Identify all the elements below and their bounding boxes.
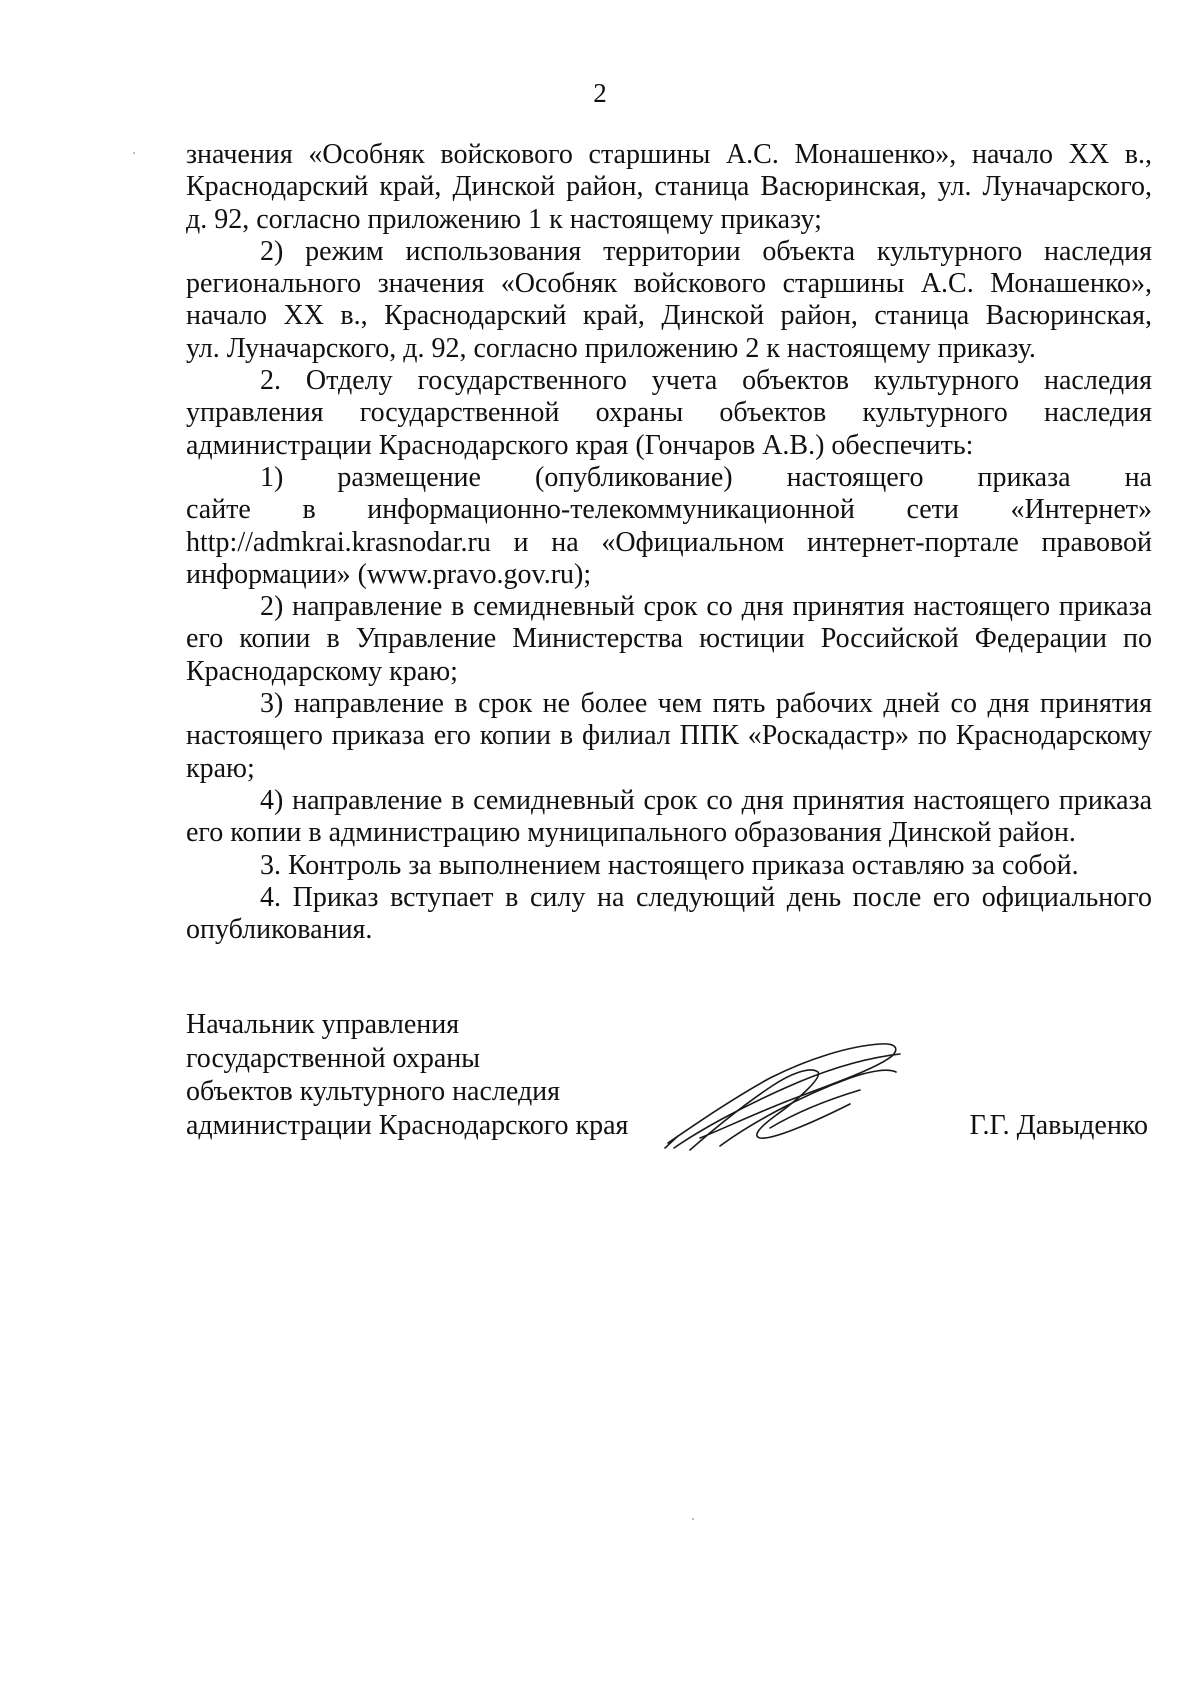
- body-line: его копии в администрацию муниципального образования Динской район.: [186, 817, 1076, 849]
- body-line: Краснодарскому краю;: [186, 655, 458, 687]
- scan-artifact: [692, 1518, 694, 1520]
- signatory-position-line: администрации Краснодарского края: [186, 1109, 629, 1141]
- body-line: 2) режим использования территории объекта культурного наследия: [260, 235, 1152, 267]
- body-line: 1) размещение (опубликование) настоящего приказа на: [260, 461, 1152, 493]
- body-line: администрации Краснодарского края (Гончаров А.В.) обеспечить:: [186, 429, 974, 461]
- body-line: регионального значения «Особняк войскового старшины А.С. Монашенко»,: [186, 268, 1152, 300]
- body-line: его копии в Управление Министерства юстиции Российской Федерации по: [186, 623, 1152, 655]
- body-line: опубликования.: [186, 914, 373, 946]
- signatory-position-line: объектов культурного наследия: [186, 1076, 561, 1107]
- body-line: информации» (www.pravo.gov.ru);: [186, 558, 592, 590]
- document-body: [186, 139, 1152, 946]
- body-line: настоящего приказа его копии в филиал ППК «Роскадастр» по Краснодарскому: [186, 720, 1152, 752]
- body-line: 4. Приказ вступает в силу на следующий день после его официального: [260, 881, 1152, 913]
- handwritten-signature: [660, 1038, 930, 1153]
- body-line: управления государственной охраны объектов культурного наследия: [186, 397, 1152, 429]
- page-number: 2: [593, 78, 607, 108]
- body-line: сайте в информационно-телекоммуникационной сети «Интернет»: [186, 494, 1152, 526]
- body-line: http://admkrai.krasnodar.ru и на «Официальном интернет-портале правовой: [186, 526, 1152, 558]
- signer-name: Г.Г. Давыденко: [969, 1110, 1148, 1141]
- body-line: Краснодарский край, Динской район, станица Васюринская, ул. Луначарского,: [186, 171, 1152, 203]
- body-line: 2) направление в семидневный срок со дня принятия настоящего приказа: [260, 591, 1152, 623]
- body-line: 3. Контроль за выполнением настоящего приказа оставляю за собой.: [260, 849, 1079, 881]
- body-line: д. 92, согласно приложению 1 к настоящему приказу;: [186, 203, 822, 235]
- body-line: краю;: [186, 752, 255, 784]
- body-line: начало XX в., Краснодарский край, Динской район, станица Васюринская,: [186, 300, 1152, 332]
- body-line: 2. Отделу государственного учета объектов культурного наследия: [260, 365, 1152, 397]
- body-line: значения «Особняк войскового старшины А.С. Монашенко», начало XX в.,: [186, 139, 1152, 170]
- signatory-position-line: государственной охраны: [186, 1042, 481, 1074]
- scan-artifact: [133, 152, 135, 154]
- body-line: ул. Луначарского, д. 92, согласно приложению 2 к настоящему приказу.: [186, 332, 1036, 364]
- body-line: 4) направление в семидневный срок со дня принятия настоящего приказа: [260, 784, 1152, 816]
- signatory-position-line: Начальник управления: [186, 1009, 460, 1040]
- body-line: 3) направление в срок не более чем пять рабочих дней со дня принятия: [260, 688, 1152, 720]
